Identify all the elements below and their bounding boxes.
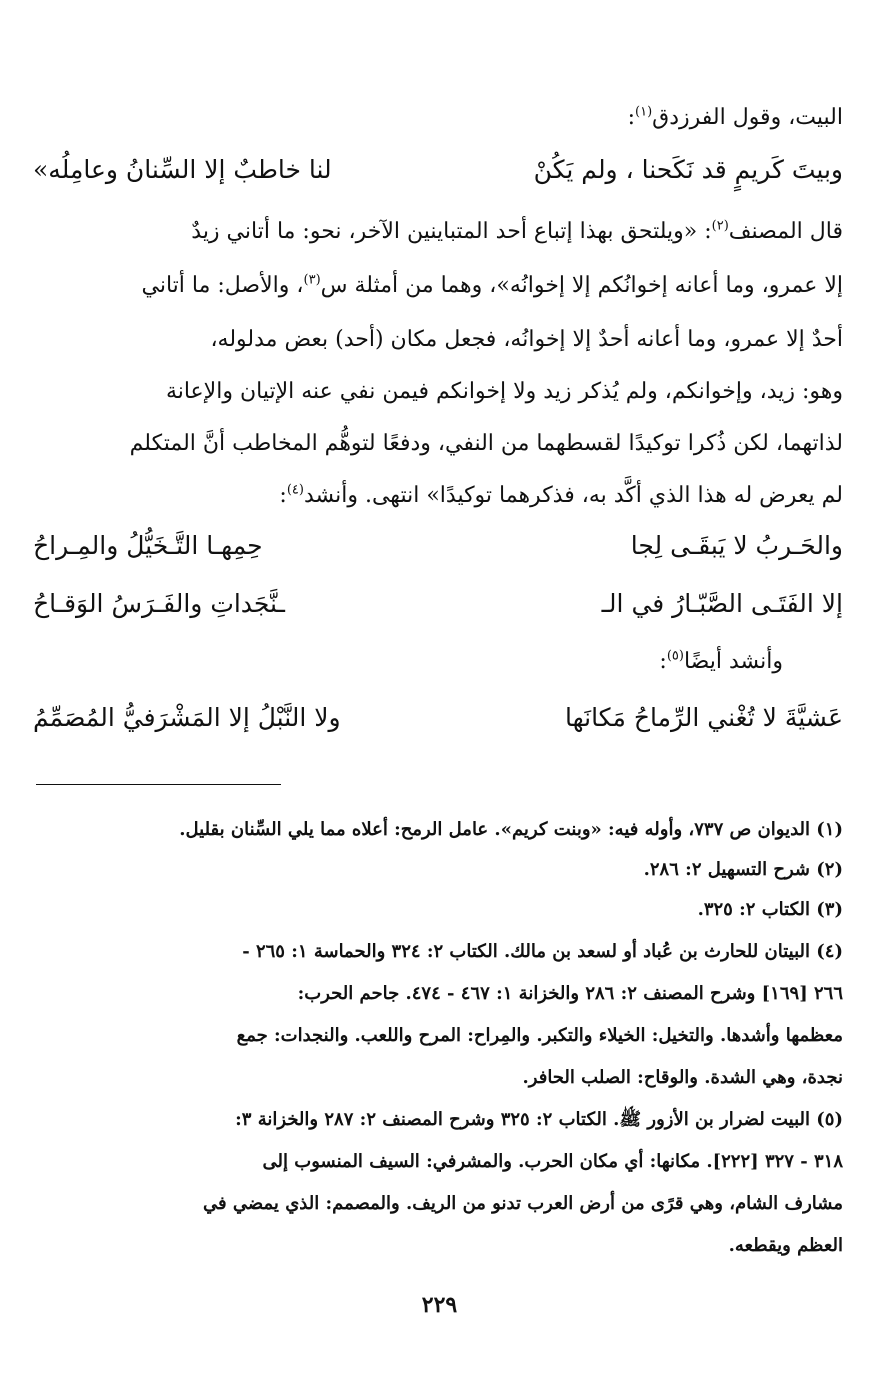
verse-hemistich-second: لنا خاطبٌ إلا السِّنانُ وعامِلُه» [33,155,332,184]
footnote-4-cont-3: نجدة، وهي الشدة. والوقاح: الصلب الحافر. [522,1067,843,1088]
footnote-2: (٢) شرح التسهيل ٢: ٢٨٦. [643,859,843,880]
punct: : [659,649,667,674]
footnote-ref-1[interactable]: (١) [635,104,653,120]
footnote-1: (١) الديوان ص ٧٣٧، وأوله فيه: «وبنت كريم». عامل الرمح: أعلاه مما يلي السِّنان بقليل. [179,819,843,840]
body-line-4: أحدٌ إلا عمرو، وما أعانه أحدٌ إلا إخوانُه، فجعل مكان (أحد) بعض مدلوله، [210,327,843,352]
body-line-3 [33,266,843,306]
page-number: ٢٢٩ [421,1292,458,1318]
footnote-5: (٥) البيت لضرار بن الأزور ﷺ. الكتاب ٢: ٣٢٥ وشرح المصنف ٢: ٢٨٧ والخزانة ٣: [235,1109,843,1130]
footnote-separator [36,784,281,785]
body-text: لم يعرض له هذا الذي أكَّد به، فذكرهما توكيدًا» انتهى. وأنشد [303,483,843,508]
footnote-3: (٣) الكتاب ٢: ٣٢٥. [697,899,843,920]
verse-3 [33,582,843,626]
verse-1 [33,148,843,192]
footnote-5-cont-2: مشارف الشام، وهي قرًى من أرض العرب تدنو من الريف. والمصمم: الذي يمضي في [203,1193,843,1214]
body-line-1 [33,98,843,138]
verse-4 [33,696,843,740]
verse-hemistich-first: وبيتَ كَريمٍ قد نَكَحنا ، ولم يَكُنْ [533,155,843,184]
body-text: قال المصنف [728,219,843,244]
punct: : [279,483,287,508]
footnote-4-cont-1: ٢٦٦ [١٦٩] وشرح المصنف ٢: ٢٨٦ والخزانة ١: ٤٦٧ - ٤٧٤. جاحم الحرب: [297,983,843,1004]
footnote-4-cont-2: معظمها وأشدها. والتخيل: الخيلاء والتكبر. والمِراح: المرح واللعب. والنجدات: جمع [236,1025,843,1046]
body-text: وأنشد أيضًا [683,649,783,674]
verse-hemistich-second: ـنَّجَداتِ والفَـرَسُ الوَقـاحُ [33,589,285,618]
body-text: : «ويلتحق بهذا إتباع أحد المتباينين الآخر، نحو: ما أتاني زيدٌ [191,219,712,244]
footnote-ref-5[interactable]: (٥) [666,648,684,664]
body-line-2 [33,212,843,252]
verse-hemistich-second: ولا النَّبْلُ إلا المَشْرَفيُّ المُصَمِّمُ [33,703,341,732]
verse-2 [33,524,843,568]
footnote-5-cont-3: العظم ويقطعه. [728,1235,843,1256]
footnote-4: (٤) البيتان للحارث بن عُباد أو لسعد بن مالك. الكتاب ٢: ٣٢٤ والحماسة ١: ٢٦٥ - [242,941,843,962]
verse-hemistich-first: والحَـربُ لا يَبقَـى لِجا [630,531,843,560]
verse-hemistich-first: عَشيَّةَ لا تُغْني الرِّماحُ مَكانَها [564,703,843,732]
body-line-6: لذاتهما، لكن ذُكرا توكيدًا لقسطهما من النفي، ودفعًا لتوهُّم المخاطب أنَّ المتكلم [129,431,843,456]
footnote-ref-3[interactable]: (٣) [303,272,321,288]
body-line-7 [33,476,843,516]
body-line-5: وهو: زيد، وإخوانكم، ولم يُذكر زيد ولا إخوانكم فيمن نفي عنه الإتيان والإعانة [165,379,843,404]
verse-hemistich-second: حِمِهـا التَّـخَيُّلُ والمِـراحُ [33,531,263,560]
body-text: البيت، وقول الفرزدق [652,105,843,130]
footnote-ref-2[interactable]: (٢) [711,218,729,234]
punct: : [627,105,635,130]
body-text: ، والأصل: ما أتاني [141,273,304,298]
verse-hemistich-first: إلا الفَتَـى الصَّبّـارُ في الـ [601,589,843,618]
body-text: إلا عمرو، وما أعانه إخوانُكم إلا إخوانُه»، وهما من أمثلة س [320,273,843,298]
body-line-8 [33,642,783,682]
footnote-5-cont-1: ٣١٨ - ٣٢٧ [٢٢٢]. مكانها: أي مكان الحرب. والمشرفي: السيف المنسوب إلى [262,1151,843,1172]
footnote-ref-4[interactable]: (٤) [286,482,304,498]
